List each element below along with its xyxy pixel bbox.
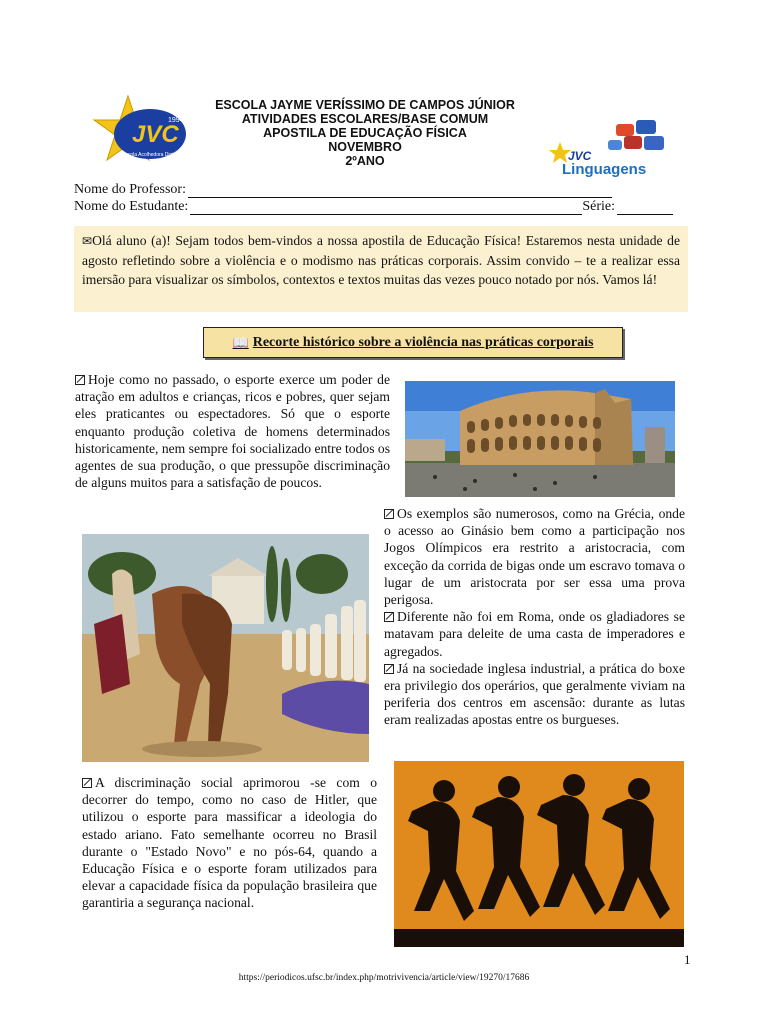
document-header [150, 98, 580, 168]
professor-name-line[interactable] [188, 185, 612, 198]
paragraph-4-text: Já na sociedade inglesa industrial, a prática do boxe era privilegio dos operários, que geralmente viviam na periferia dos centros em ascensão: durante as lutas eram realizadas apostas entre os burgueses. [384, 660, 685, 728]
greek-vase-runners [394, 761, 684, 947]
checkbox-icon [82, 778, 92, 788]
paragraph-2-text: Os exemplos são numerosos, como na Grécia, onde o acesso ao Ginásio bem como a participação nos Jogos Olímpicos era restrito a aristocracia, com exceção da corrida de bigas onde um escravo tomava o lugar de um aristocrata por ser essa uma prova perigosa. [384, 506, 685, 608]
student-name-line[interactable] [190, 202, 582, 215]
serie-label: Série: [582, 199, 615, 214]
logo-right-text: JVC [568, 149, 592, 163]
footer-url[interactable]: https://periodicos.ufsc.br/index.php/motrivivencia/article/view/19270/17686 [238, 973, 530, 983]
intro-box [74, 226, 688, 312]
paragraph-2 [384, 505, 685, 608]
checkbox-icon [384, 509, 394, 519]
page-number: 1 [684, 952, 691, 967]
logo-left-slogan: Escola Acolhedora Digital [122, 152, 179, 158]
serie-line[interactable] [617, 202, 673, 215]
header-apostila: APOSTILA DE EDUCAÇÃO FÍSICA [263, 126, 467, 140]
checkbox-icon [75, 375, 85, 385]
paragraph-3 [384, 608, 685, 660]
section-title-box [203, 327, 623, 358]
paragraph-4 [384, 660, 685, 729]
book-icon: 📖 [232, 334, 249, 350]
greek-wrestling-painting [82, 534, 369, 762]
intro-text: Olá aluno (a)! Sejam todos bem-vindos a nossa apostila de Educação Física! Estaremos nesta unidade de agosto refletindo sobre a violência e o modismo nas práticas corporais. Assim convido – te a realizar essa imersão para visualizar os símbolos, contextos e textos muitas das vezes pouco notado por nós. Vamos lá! [82, 233, 680, 287]
header-grade: 2ºANO [345, 154, 385, 168]
logo-left-text: JVC [132, 121, 179, 148]
student-label: Nome do Estudante: [74, 199, 189, 214]
linguagens-logo [548, 120, 672, 178]
section-title: Recorte histórico sobre a violência nas práticas corporais [252, 334, 594, 350]
header-month: NOVEMBRO [328, 140, 402, 154]
paragraph-5 [82, 774, 377, 912]
professor-field-row [74, 182, 688, 198]
paragraph-3-text: Diferente não foi em Roma, onde os gladiadores se matavam para deleite de uma casta de imperadores e agregados. [384, 609, 685, 659]
paragraph-1-text: Hoje como no passado, o esporte exerce um poder de atração em adultos e crianças, ricos e pobres, quer sejam eles praticantes ou espectadores. Só que o esporte enquanto produção coletiva de homens determinados historicamente, nem sempre foi socializado entre todos os agentes de sua produção, o que pressupõe discriminação de alguns muitos para a satisfação de poucos. [75, 372, 390, 491]
header-activities: ATIVIDADES ESCOLARES/BASE COMUM [241, 112, 489, 126]
professor-label: Nome do Professor: [74, 182, 186, 197]
paragraph-5-text: A discriminação social aprimorou -se com o decorrer do tempo, como no caso de Hitler, que utilizou o esporte para massificar a ideologia do estado ariano. Fato semelhante ocorreu no Brasil durante o "Estado Novo" e no pós-64, quando a Educação Física e o esporte foram utilizados para elevar a capacidade física da população brasileira que garantiria a segurança nacional. [82, 775, 377, 911]
checkbox-icon [384, 664, 394, 674]
colosseum-image [405, 381, 675, 497]
envelope-icon: ✉ [82, 234, 93, 248]
logo-right-brand: Linguagens [562, 161, 647, 178]
right-column-text [384, 505, 685, 729]
paragraph-1 [75, 371, 390, 491]
logo-left-num: 1994 [168, 117, 184, 124]
checkbox-icon [384, 612, 394, 622]
student-field-row [74, 199, 688, 215]
header-school-name: ESCOLA JAYME VERÍSSIMO DE CAMPOS JÚNIOR [215, 98, 515, 112]
